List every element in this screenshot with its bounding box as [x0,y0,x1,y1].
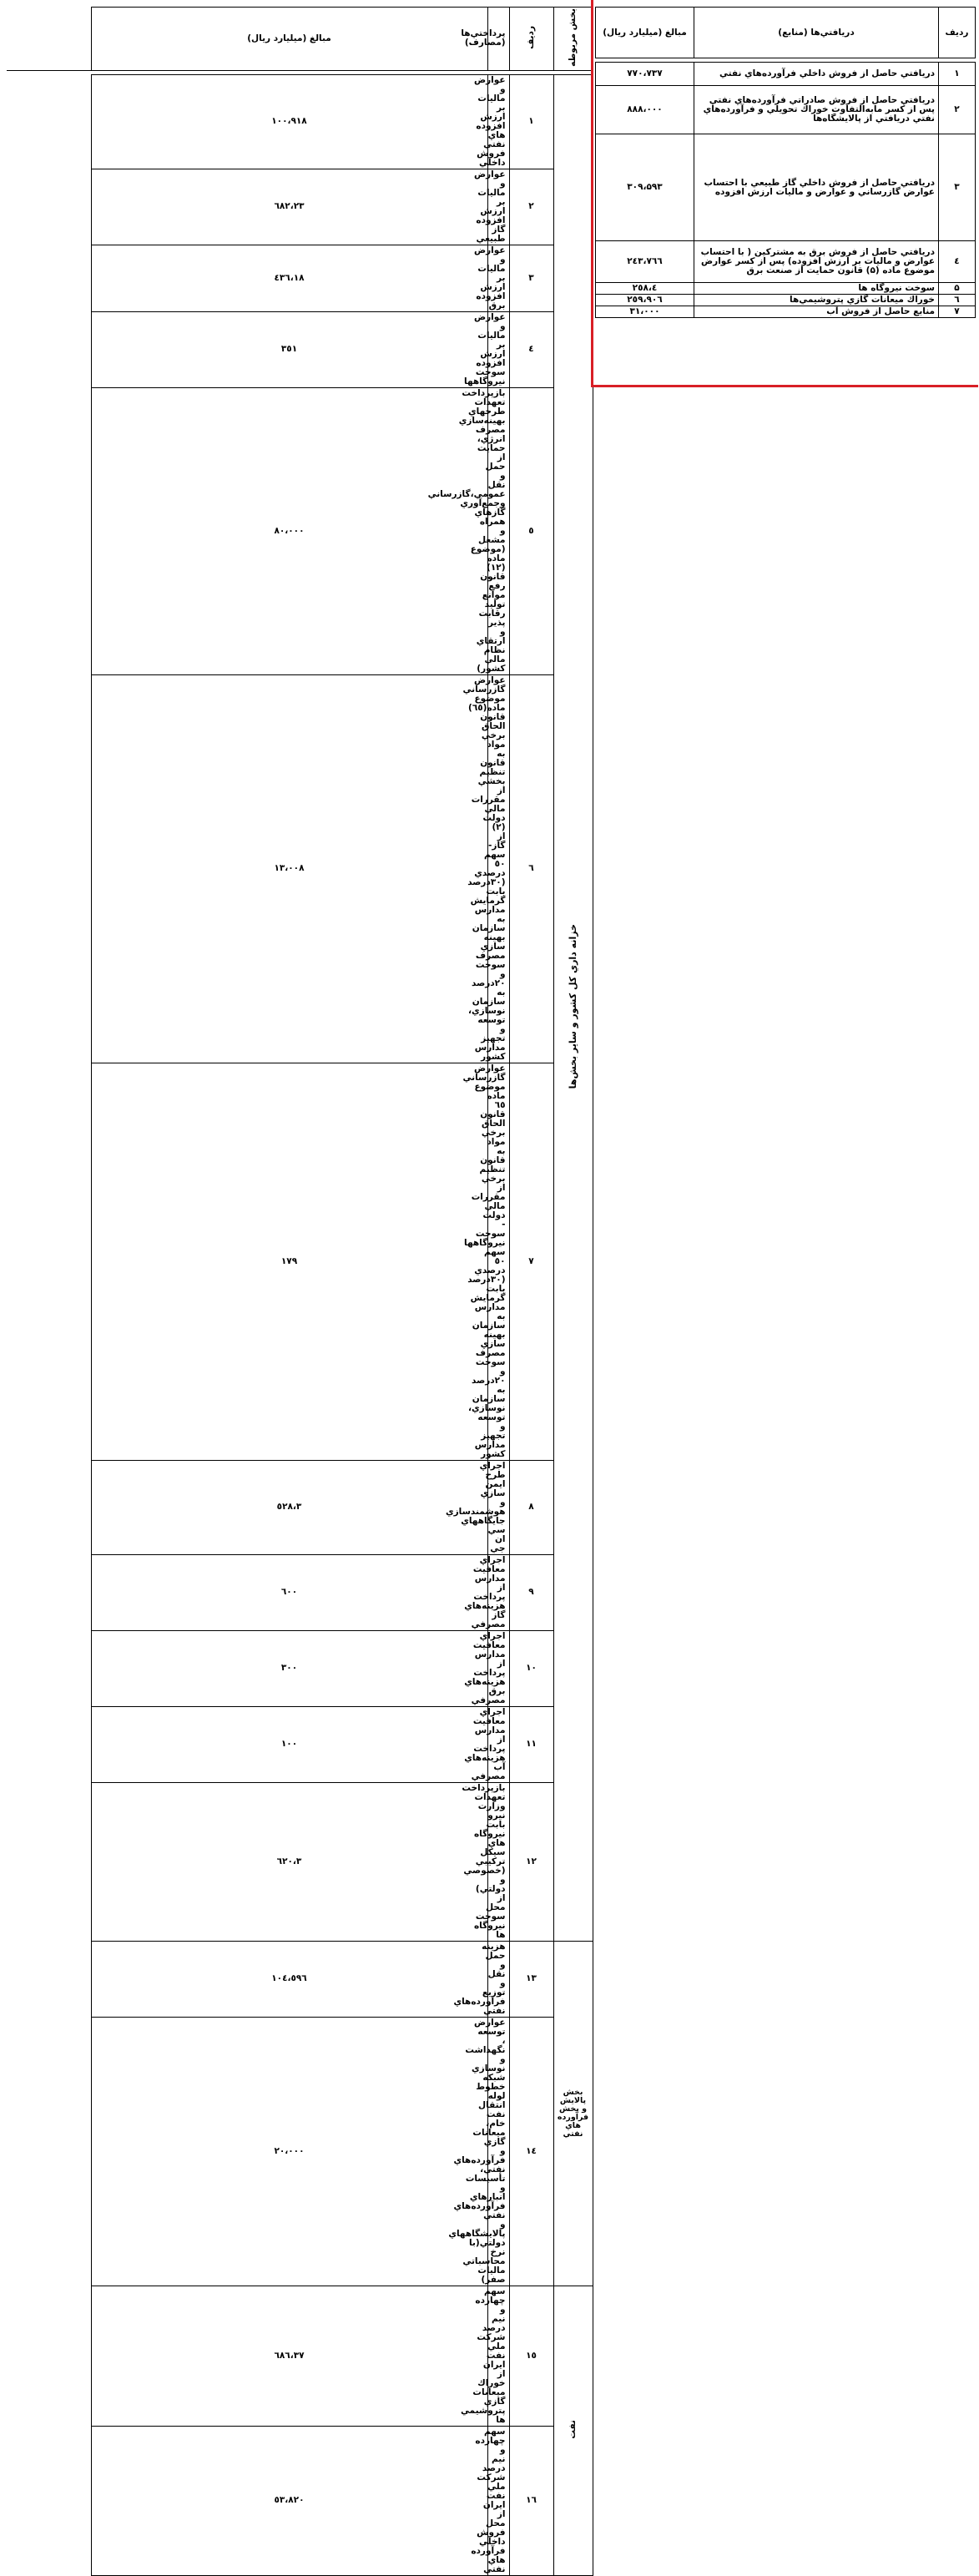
row-index: ٤ [509,311,553,387]
row-amount: ۱۷۹ [91,1063,487,1460]
table-row [596,134,976,241]
row-amount: ۳،٦۲۰ [91,1782,487,1941]
row-index: ۲ [939,86,976,134]
row-amount: ٦۰۰ [91,1554,487,1630]
table-row [596,86,976,134]
receipts-header-row [596,8,976,58]
table-row [596,295,976,306]
table-row [7,2017,593,2286]
row-index: ۱۰ [509,1630,553,1706]
row-desc: دريافتي حاصل از فروش داخلي فرآورده‌هاي نفتي [694,63,939,86]
row-amount: ۳۰۰ [91,1630,487,1706]
row-amount: ٥۳،۸۲۰ [91,2426,487,2575]
row-desc: عوارض گازرساني موضوع ماده(٦٥) قانون الحاق برخي مواد به قانون تنظيم بخشي از مقررات مالي دولت (۲) از گاز- سهم ٥٠ درصدي (۳۰درصد بابت گرمايش مدارس به سازمان بهينه سازي مصرف سوخت و ۲۰درصد به سازمان نوسازي، توسعه و تجهيز مدارس كشور [487,674,509,1063]
amount-header: مبالغ (ميليارد ريال) [596,8,694,58]
row-amount: ۲۳،٦۸۲ [91,169,487,245]
row-amount: ۱۰٤،٥۹٦ [91,1941,487,2017]
row-index: ۳ [939,134,976,241]
section-treasury: خزانه داري كل كشور و ساير بخش‌ها [553,74,593,1941]
row-desc: دريافتي حاصل از فروش برق به مشتركين ( با احتساب عوارض و ماليات بر ارزش افزوده) پس از كسر عوارض موضوع ماده (۵) قانون حمايت از صنعت برق [694,241,939,283]
row-desc: عوارض و ماليات بر ارزش افزوده سوخت نيروگاهها [487,311,509,387]
row-amount: ۲٥۹،۹۰٦ [596,295,694,306]
row-index: ۱ [509,74,553,169]
table-row [7,1630,593,1706]
table-row [7,169,593,245]
row-amount: ۳۱،۰۰۰ [596,306,694,318]
row-amount: ۲۰،۰۰۰ [91,2017,487,2286]
table-row [7,2286,593,2426]
row-amount: ۱۸،٤۳٦ [91,245,487,311]
row-desc: اجراي معافيت مدارس از پرداخت هزينه‌هاي آب مصرفي [487,1706,509,1782]
row-index: ۸ [509,1460,553,1554]
row-index: ۹ [509,1554,553,1630]
row-amount: ۳،٥۲۸ [91,1460,487,1554]
row-amount: ۳۷،٦۸٦ [91,2286,487,2426]
table-row [7,2426,593,2575]
row-desc: اجراي معافيت مدارس از پرداخت هزينه‌هاي برق مصرفي [487,1630,509,1706]
row-amount: ۳٥۱ [91,311,487,387]
row-index: ۲ [509,169,553,245]
table-row [7,1941,593,2017]
table-row [7,674,593,1063]
row-amount: ۳۰۹،۵۹۳ [596,134,694,241]
payments-header-row [7,8,593,71]
row-header: رديف [509,8,553,71]
row-index: ۵ [939,283,976,295]
row-desc: سهم چهارده و نيم درصد شركت ملي نفت ايران از محل فروش داخلي فرآورده هاي نفتي [487,2426,509,2575]
table-row [7,387,593,674]
table-row [7,245,593,311]
row-desc: عوارض و ماليات بر ارزش افزوده گاز طبيعي [487,169,509,245]
amount-header: مبالغ (ميليارد ريال) [91,8,487,71]
row-index: ٦ [939,295,976,306]
row-index: ۷ [509,1063,553,1460]
row-index: ۱۳ [509,1941,553,2017]
row-desc: عوارض و ماليات بر ارزش افزوده هاي نفتي فروش داخلي [487,74,509,169]
table-row [596,283,976,295]
row-desc: عوارض توسعه ، نگهداشت و نوسازي شبكه خطوط لوله انتقال نفت خام، ميعانات گازي و فرآورده‌هاي نفتي، تأسيسات و انبارهاي فرآورده‌هاي نفتي و پالايشگاههاي دولتي(با نرخ محاسباتي ماليات صفر) [487,2017,509,2286]
desc-header: پرداختي‌ها (مصارف) [487,8,509,71]
table-row [596,63,976,86]
table-row [596,306,976,318]
row-amount: ۸۸۸،۰۰۰ [596,86,694,134]
row-desc: عوارض گازرساني موضوع ماده ٦٥ قانون الحاق برخي مواد به قانون تنظيم برخي از مقررات مالي دولت - سوخت نيروگاهها سهم ٥٠ درصدي (۳۰درصد بابت گرمايش مدارس به سازمان بهينه سازي مصرف سوخت و ۲۰درصد به سازمان نوسازي، توسعه و تجهيز مدارس كشور [487,1063,509,1460]
row-amount: ٤،۲٥۸ [596,283,694,295]
row-index: ٥ [509,387,553,674]
row-desc: سهم چهارده و نيم درصد شركت ملي نفت ايران از خوراك ميعانات گازي پتروشيمي ها [487,2286,509,2426]
row-desc: دريافتي حاصل از فروش صادراتي فرآورده‌هاي نفتي پس از كسر مابه‌التفاوت خوراك تحويلي و فرآورده‌هاي نفتي دريافتي از پالايشگاه‌ها [694,86,939,134]
row-desc: منابع حاصل از فروش آب [694,306,939,318]
row-desc: عوارض و ماليات بر ارزش افزوده برق [487,245,509,311]
row-index: ۱٥ [509,2286,553,2426]
row-desc: خوراك ميعانات گازي پتروشيمي‌ها [694,295,939,306]
row-amount: ۸۰،۰۰۰ [91,387,487,674]
table-row [596,241,976,283]
section-oil: نفت [553,2286,593,2575]
payments-table [7,7,593,2576]
row-index: ٦ [509,674,553,1063]
row-amount: ۱۰۰،۹۱۸ [91,74,487,169]
row-header: رديف [939,8,976,58]
desc-header: دريافتي‌ها (منابع) [694,8,939,58]
row-index: ۱٦ [509,2426,553,2575]
table-row [7,1460,593,1554]
row-amount: ۷۷۰،۷۳۷ [596,63,694,86]
row-index: ۱٤ [509,2017,553,2286]
table-row [7,1554,593,1630]
row-index: ٤ [939,241,976,283]
row-desc: اجراي طرح ايمن سازي و هوشمندسازي جايگاههاي سي ان جي [487,1460,509,1554]
table-row [7,1063,593,1460]
section-refining: بخش پالايش و پخش فرآورده هاي نفتي [553,1941,593,2286]
section-header: بخش مربوطه [553,8,593,71]
row-index: ۱۲ [509,1782,553,1941]
table-row [7,311,593,387]
row-index: ۱۱ [509,1706,553,1782]
row-amount: ۱۰۰ [91,1706,487,1782]
table-row [7,1706,593,1782]
row-desc: بازپرداخت تعهدات وزارت نيرو بابت نيروگاه هاي سيكل تركيبي (خصوصي و دولتي) از محل سوخت نيروگاه ها [487,1782,509,1941]
row-amount: ۱۳،۰۰۸ [91,674,487,1063]
table-row [7,1782,593,1941]
row-index: ۱ [939,63,976,86]
receipts-table [595,7,976,318]
row-amount: ۲٤۳،۷٦٦ [596,241,694,283]
row-index: ۷ [939,306,976,318]
table-row [7,74,593,169]
row-index: ۳ [509,245,553,311]
row-desc: هزينه حمل و نقل و توزيع فرآورده‌هاي نفتي [487,1941,509,2017]
row-desc: اجراي معافيت مدارس از پرداخت هزينه‌هاي گاز مصرفي [487,1554,509,1630]
row-desc: سوخت نيروگاه ها [694,283,939,295]
row-desc: بازپرداخت تعهدات طرحهاي بهينه‌سازي مصرف انرژي، حمايت از حمل و نقل عمومي،گازرساني وجمع‌آوري گازهاي همراه و مشعل (موضوع ماده (۱۲) قانون رفع موانع توليد رقابت پذير و ارتقاي نظام مالي كشور) [487,387,509,674]
row-desc: دريافتي حاصل از فروش داخلي گاز طبيعي با احتساب عوارض گازرساني و عوارض و ماليات ارزش افزوده [694,134,939,241]
